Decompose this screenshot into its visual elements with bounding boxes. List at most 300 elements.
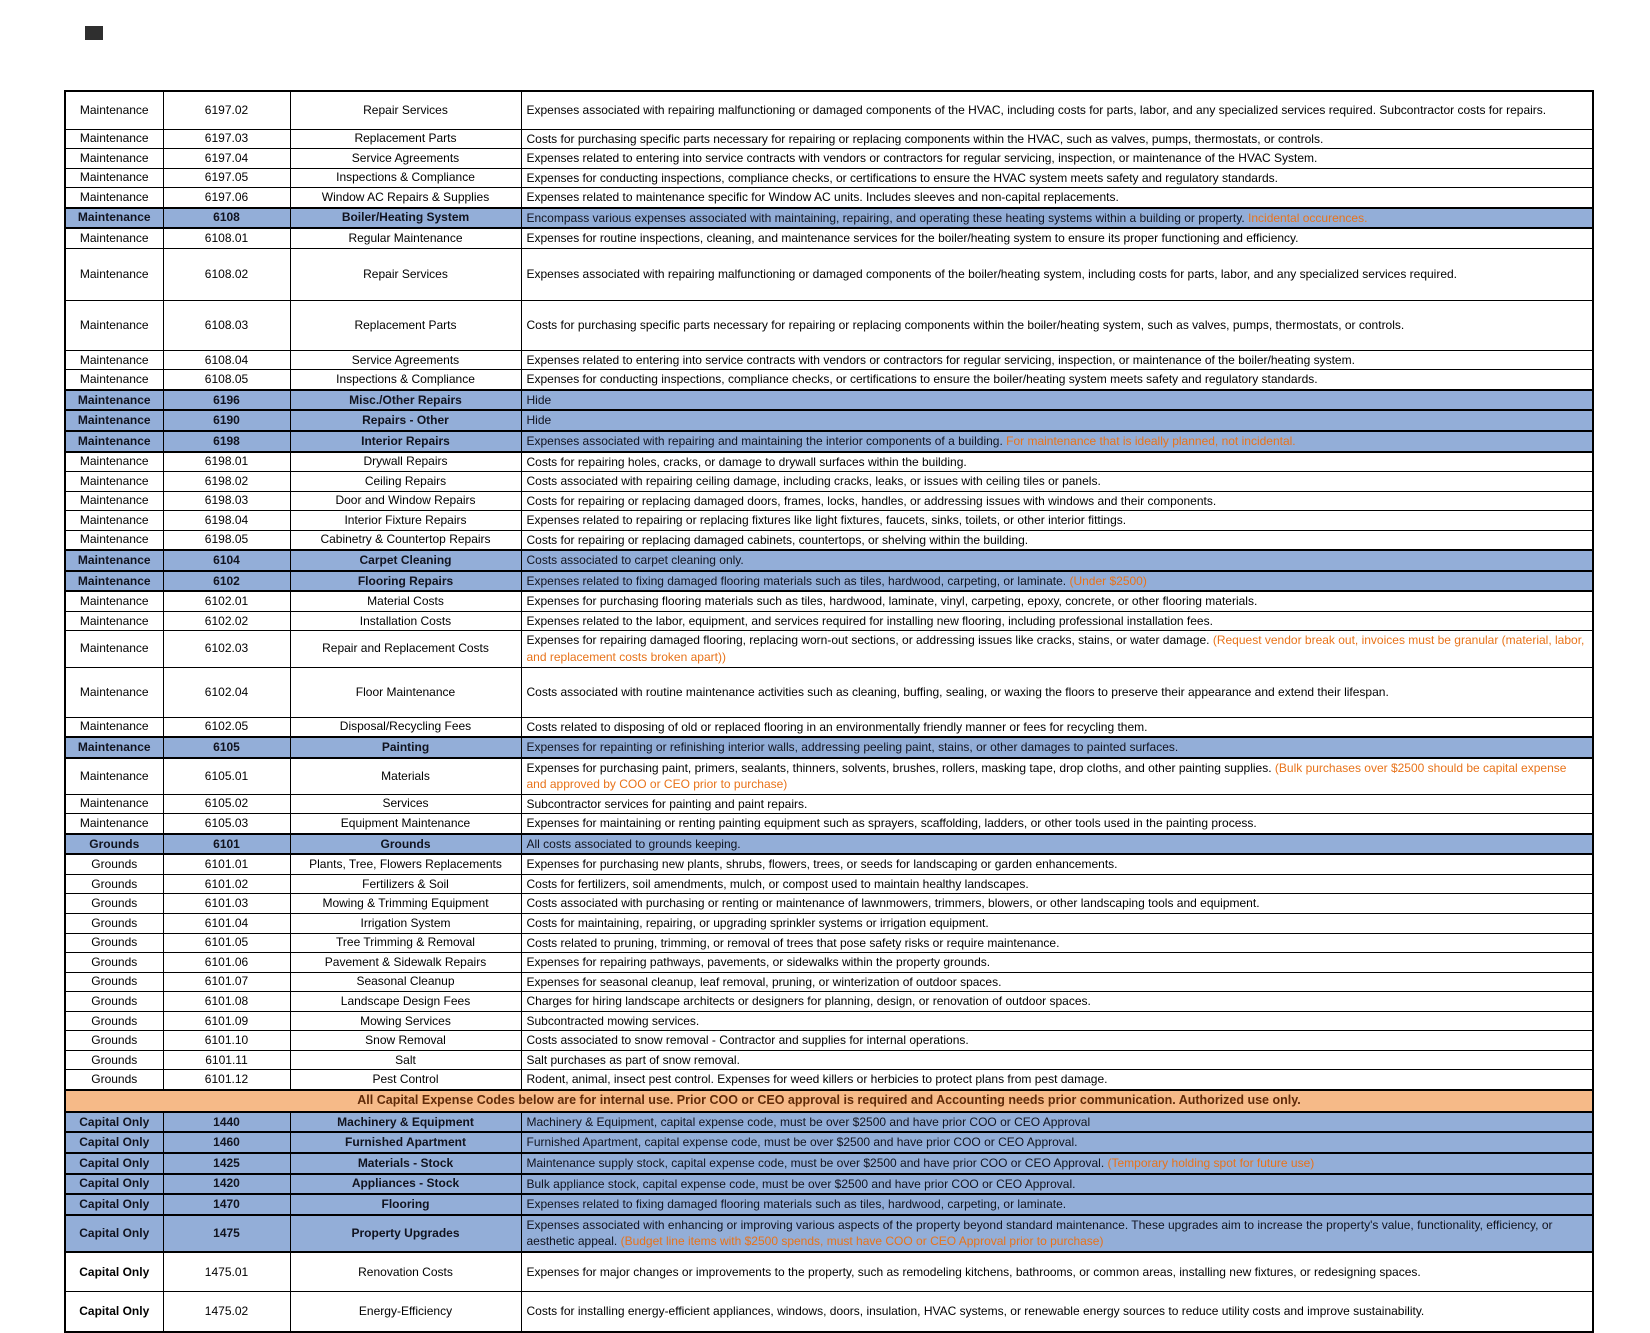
name-cell: Misc./Other Repairs <box>290 390 521 411</box>
section-row <box>65 1153 1593 1174</box>
description-text: Costs for maintaining, repairing, or upgrading sprinkler systems or irrigation equipment. <box>526 916 989 930</box>
code-cell: 6101.03 <box>163 894 290 914</box>
description-text: Hide <box>526 413 552 428</box>
section-row <box>65 550 1593 571</box>
code-cell: 6198.04 <box>163 511 290 531</box>
description-cell <box>521 1050 1593 1070</box>
description-cell <box>521 1132 1593 1153</box>
description-cell <box>521 894 1593 914</box>
table-row <box>65 992 1593 1012</box>
category-cell: Maintenance <box>65 431 163 452</box>
description-text: Costs for fertilizers, soil amendments, mulch, or compost used to maintain healthy landscapes. <box>526 876 1029 891</box>
description-cell <box>521 953 1593 973</box>
table-row <box>65 248 1593 300</box>
section-row <box>65 571 1593 592</box>
description-text: Costs for purchasing specific parts necessary for repairing or replacing components within the HVAC, such as valves, pumps, thermostats, or controls. <box>526 131 1324 146</box>
description-text: Costs associated with routine maintenance activities such as cleaning, buffing, sealing, or waxing the floors to preserve their appearance and extend their lifespan. <box>526 684 1389 699</box>
table-row <box>65 717 1593 737</box>
name-cell: Floor Maintenance <box>290 667 521 717</box>
category-cell: Grounds <box>65 953 163 973</box>
description-text: Costs for repairing holes, cracks, or damage to drywall surfaces within the building. <box>526 454 967 469</box>
table-row <box>65 91 1593 129</box>
category-cell: Capital Only <box>65 1215 163 1252</box>
category-cell: Capital Only <box>65 1252 163 1292</box>
description-text: Expenses for repairing pathways, pavements, or sidewalks within the property grounds. <box>526 955 991 970</box>
table-row <box>65 1050 1593 1070</box>
code-cell: 6102.04 <box>163 667 290 717</box>
name-cell: Irrigation System <box>290 914 521 934</box>
code-cell: 6101.06 <box>163 953 290 973</box>
code-cell: 6197.04 <box>163 149 290 169</box>
code-cell: 1470 <box>163 1194 290 1215</box>
category-cell: Maintenance <box>65 228 163 248</box>
description-cell <box>521 410 1593 431</box>
code-cell: 1475.02 <box>163 1292 290 1332</box>
description-cell <box>521 472 1593 492</box>
description-text: Expenses associated with enhancing or improving various aspects of the property beyond standard maintenance. These upgrades aim to increase the property's value, functionality, efficiency, or aesthetic appeal. <box>526 1217 1553 1249</box>
category-cell: Maintenance <box>65 491 163 511</box>
description-cell <box>521 228 1593 248</box>
code-cell: 6101.12 <box>163 1070 290 1090</box>
section-row <box>65 208 1593 229</box>
description-cell <box>521 149 1593 169</box>
table-row <box>65 1031 1593 1051</box>
table-row <box>65 894 1593 914</box>
code-cell: 6101.04 <box>163 914 290 934</box>
table-row <box>65 611 1593 631</box>
name-cell: Materials - Stock <box>290 1153 521 1174</box>
category-cell: Capital Only <box>65 1112 163 1133</box>
description-cell <box>521 992 1593 1012</box>
category-cell: Maintenance <box>65 717 163 737</box>
description-text: Expenses related to fixing damaged flooring materials such as tiles, hardwood, carpeting, or laminate. <box>526 1197 1067 1212</box>
name-cell: Energy-Efficiency <box>290 1292 521 1332</box>
name-cell: Service Agreements <box>290 149 521 169</box>
table-row <box>65 972 1593 992</box>
code-cell: 6101.02 <box>163 874 290 894</box>
code-cell: 6108.04 <box>163 350 290 370</box>
description-text: Costs related to pruning, trimming, or removal of trees that pose safety risks or require maintenance. <box>526 935 1060 950</box>
section-row <box>65 1174 1593 1195</box>
code-cell: 6101.10 <box>163 1031 290 1051</box>
description-text: Salt purchases as part of snow removal. <box>526 1052 740 1067</box>
description-text: Expenses associated with repairing and maintaining the interior components of a building. <box>526 433 1007 448</box>
name-cell: Grounds <box>290 834 521 855</box>
category-cell: Maintenance <box>65 550 163 571</box>
name-cell: Inspections & Compliance <box>290 168 521 188</box>
description-cell <box>521 129 1593 149</box>
name-cell: Interior Fixture Repairs <box>290 511 521 531</box>
corner-artifact <box>85 26 103 40</box>
code-cell: 6104 <box>163 550 290 571</box>
description-cell <box>521 1215 1593 1252</box>
table-row <box>65 149 1593 169</box>
code-cell: 6101.05 <box>163 933 290 953</box>
description-text: Expenses for maintaining or renting painting equipment such as sprayers, scaffolding, ladders, or other tools used in the painting process. <box>526 816 1257 831</box>
table-row <box>65 472 1593 492</box>
description-cell <box>521 591 1593 611</box>
category-cell: Grounds <box>65 1031 163 1051</box>
description-text: Rodent, animal, insect pest control. Expenses for weed killers or herbicies to protect plans from pest damage. <box>526 1072 1108 1087</box>
description-cell <box>521 1153 1593 1174</box>
name-cell: Interior Repairs <box>290 431 521 452</box>
code-cell: 6197.05 <box>163 168 290 188</box>
category-cell: Maintenance <box>65 300 163 350</box>
name-cell: Repair and Replacement Costs <box>290 631 521 667</box>
table-row <box>65 350 1593 370</box>
description-cell <box>521 188 1593 208</box>
table-row <box>65 591 1593 611</box>
category-cell: Maintenance <box>65 410 163 431</box>
description-text: Costs for repairing or replacing damaged doors, frames, locks, handles, or addressing issues with windows and their components. <box>526 493 1217 508</box>
name-cell: Landscape Design Fees <box>290 992 521 1012</box>
name-cell: Cabinetry & Countertop Repairs <box>290 530 521 550</box>
description-cell <box>521 491 1593 511</box>
category-cell: Capital Only <box>65 1132 163 1153</box>
category-cell: Maintenance <box>65 814 163 834</box>
description-cell <box>521 1194 1593 1215</box>
category-cell: Maintenance <box>65 350 163 370</box>
table-row <box>65 933 1593 953</box>
category-cell: Grounds <box>65 894 163 914</box>
table-row <box>65 511 1593 531</box>
description-note-text: (Temporary holding spot for future use) <box>1107 1156 1315 1171</box>
description-text: Expenses associated with repairing malfunctioning or damaged components of the boiler/heating system, including costs for parts, labor, and any specialized services required. <box>526 267 1458 281</box>
table-row <box>65 530 1593 550</box>
category-cell: Maintenance <box>65 188 163 208</box>
description-text: Costs for installing energy-efficient appliances, windows, doors, insulation, HVAC systems, or renewable energy sources to reduce utility costs and improve sustainability. <box>526 1304 1425 1319</box>
name-cell: Service Agreements <box>290 350 521 370</box>
name-cell: Renovation Costs <box>290 1252 521 1292</box>
code-cell: 6190 <box>163 410 290 431</box>
code-cell: 6108 <box>163 208 290 229</box>
category-cell: Maintenance <box>65 794 163 814</box>
description-cell <box>521 208 1593 229</box>
description-cell <box>521 1031 1593 1051</box>
code-cell: 6108.05 <box>163 370 290 390</box>
code-cell: 6102.03 <box>163 631 290 667</box>
description-cell <box>521 370 1593 390</box>
category-cell: Grounds <box>65 914 163 934</box>
description-text: Expenses for purchasing paint, primers, sealants, thinners, solvents, brushes, rollers, masking tape, drop cloths, and other painting supplies. <box>526 760 1275 775</box>
category-cell: Maintenance <box>65 571 163 592</box>
code-cell: 6102.02 <box>163 611 290 631</box>
description-cell <box>521 972 1593 992</box>
category-cell: Capital Only <box>65 1153 163 1174</box>
description-cell <box>521 452 1593 472</box>
name-cell: Inspections & Compliance <box>290 370 521 390</box>
section-row <box>65 1194 1593 1215</box>
description-cell <box>521 1011 1593 1031</box>
description-cell <box>521 350 1593 370</box>
description-cell <box>521 1174 1593 1195</box>
section-row <box>65 1112 1593 1133</box>
description-text: Expenses related to repairing or replacing fixtures like light fixtures, faucets, sinks, toilets, or other interior fittings. <box>526 513 1127 528</box>
category-cell: Maintenance <box>65 370 163 390</box>
name-cell: Salt <box>290 1050 521 1070</box>
description-cell <box>521 1252 1593 1292</box>
description-cell <box>521 631 1593 667</box>
description-text: Costs associated with repairing ceiling damage, including cracks, leaks, or issues with ceiling tiles or panels. <box>526 474 1101 489</box>
code-cell: 6102.05 <box>163 717 290 737</box>
category-cell: Capital Only <box>65 1194 163 1215</box>
category-cell: Maintenance <box>65 737 163 758</box>
name-cell: Replacement Parts <box>290 300 521 350</box>
description-text: Maintenance supply stock, capital expense code, must be over $2500 and have prior COO or CEO Approval. <box>526 1156 1108 1171</box>
section-row <box>65 1132 1593 1153</box>
category-cell: Grounds <box>65 992 163 1012</box>
category-cell: Maintenance <box>65 758 163 795</box>
name-cell: Furnished Apartment <box>290 1132 521 1153</box>
description-cell <box>521 530 1593 550</box>
description-cell <box>521 874 1593 894</box>
category-cell: Grounds <box>65 972 163 992</box>
expense-codes-table <box>64 90 1594 1333</box>
code-cell: 6101.08 <box>163 992 290 1012</box>
description-text: Subcontracted mowing services. <box>526 1013 700 1028</box>
category-cell: Grounds <box>65 933 163 953</box>
category-cell: Maintenance <box>65 591 163 611</box>
category-cell: Grounds <box>65 1050 163 1070</box>
description-cell <box>521 91 1593 129</box>
capital-banner-text: All Capital Expense Codes below are for internal use. Prior COO or CEO approval is required and Accounting needs prior communication. Authorized use only. <box>65 1090 1593 1112</box>
description-text: Expenses for purchasing new plants, shrubs, flowers, trees, or seeds for landscaping or garden enhancements. <box>526 857 1118 872</box>
category-cell: Grounds <box>65 854 163 874</box>
description-text: Expenses for seasonal cleanup, leaf removal, pruning, or winterization of outdoor spaces. <box>526 974 1002 989</box>
category-cell: Maintenance <box>65 511 163 531</box>
name-cell: Fertilizers & Soil <box>290 874 521 894</box>
section-row <box>65 1215 1593 1252</box>
name-cell: Painting <box>290 737 521 758</box>
table-row <box>65 228 1593 248</box>
table-row <box>65 129 1593 149</box>
description-text: Encompass various expenses associated with maintaining, repairing, and operating these heating systems within a building or property. <box>526 210 1249 225</box>
description-text: Expenses associated with repairing malfunctioning or damaged components of the HVAC, including costs for parts, labor, and any specialized services required. Subcontractor costs for repairs. <box>526 102 1547 117</box>
description-text: Costs associated to snow removal - Contractor and supplies for internal operations. <box>526 1033 969 1048</box>
description-note-text: For maintenance that is ideally planned, not incidental. <box>1006 433 1296 448</box>
code-cell: 1420 <box>163 1174 290 1195</box>
code-cell: 6102.01 <box>163 591 290 611</box>
name-cell: Tree Trimming & Removal <box>290 933 521 953</box>
code-cell: 6101.09 <box>163 1011 290 1031</box>
description-cell <box>521 737 1593 758</box>
description-text: All costs associated to grounds keeping. <box>526 836 741 851</box>
name-cell: Door and Window Repairs <box>290 491 521 511</box>
code-cell: 6105 <box>163 737 290 758</box>
description-cell <box>521 431 1593 452</box>
code-cell: 6108.02 <box>163 248 290 300</box>
code-cell: 1440 <box>163 1112 290 1133</box>
category-cell: Maintenance <box>65 208 163 229</box>
code-cell: 6198.05 <box>163 530 290 550</box>
table-row <box>65 758 1593 795</box>
category-cell: Maintenance <box>65 390 163 411</box>
code-cell: 6197.02 <box>163 91 290 129</box>
name-cell: Repair Services <box>290 91 521 129</box>
description-cell <box>521 168 1593 188</box>
description-cell <box>521 248 1593 300</box>
name-cell: Flooring Repairs <box>290 571 521 592</box>
name-cell: Mowing & Trimming Equipment <box>290 894 521 914</box>
category-cell: Capital Only <box>65 1174 163 1195</box>
code-cell: 6108.01 <box>163 228 290 248</box>
description-text: Expenses related to maintenance specific for Window AC units. Includes sleeves and non-capital replacements. <box>526 190 1119 205</box>
table-row <box>65 794 1593 814</box>
code-cell: 6197.06 <box>163 188 290 208</box>
name-cell: Drywall Repairs <box>290 452 521 472</box>
category-cell: Maintenance <box>65 149 163 169</box>
description-text: Expenses for conducting inspections, compliance checks, or certifications to ensure the HVAC system meets safety and regulatory standards. <box>526 170 1278 185</box>
table-row <box>65 491 1593 511</box>
description-cell <box>521 814 1593 834</box>
description-text: Expenses related to fixing damaged flooring materials such as tiles, hardwood, carpeting, or laminate. <box>526 573 1070 588</box>
name-cell: Boiler/Heating System <box>290 208 521 229</box>
capital-banner-row <box>65 1090 1593 1112</box>
name-cell: Plants, Tree, Flowers Replacements <box>290 854 521 874</box>
name-cell: Property Upgrades <box>290 1215 521 1252</box>
name-cell: Services <box>290 794 521 814</box>
description-text: Expenses for repairing damaged flooring, replacing worn-out sections, or addressing issues like cracks, stains, or water damage. <box>526 633 1213 648</box>
description-cell <box>521 511 1593 531</box>
category-cell: Grounds <box>65 834 163 855</box>
description-cell <box>521 390 1593 411</box>
description-text: Expenses related to the labor, equipment, and services required for installing new flooring, including professional installation fees. <box>526 613 1213 628</box>
category-cell: Capital Only <box>65 1292 163 1332</box>
description-cell <box>521 794 1593 814</box>
section-row <box>65 834 1593 855</box>
description-cell <box>521 667 1593 717</box>
name-cell: Carpet Cleaning <box>290 550 521 571</box>
category-cell: Grounds <box>65 1070 163 1090</box>
description-text: Charges for hiring landscape architects or designers for planning, design, or renovation of outdoor spaces. <box>526 994 1091 1009</box>
code-cell: 1460 <box>163 1132 290 1153</box>
code-cell: 6196 <box>163 390 290 411</box>
name-cell: Snow Removal <box>290 1031 521 1051</box>
description-note-text: (Bulk purchases over $2500 should be capital expense and approved by COO or CEO prior to purchase) <box>526 760 1567 792</box>
description-text: Expenses for routine inspections, cleaning, and maintenance services for the boiler/heating system to ensure its proper functioning and efficiency. <box>526 231 1299 246</box>
description-text: Expenses related to entering into service contracts with vendors or contractors for regular servicing, inspection, or maintenance of the boiler/heating system. <box>526 352 1355 367</box>
description-cell <box>521 571 1593 592</box>
description-note-text: (Budget line items with $2500 spends, must have COO or CEO Approval prior to purchase) <box>620 1234 1104 1249</box>
description-text: Costs associated to carpet cleaning only. <box>526 553 744 568</box>
table-row <box>65 1011 1593 1031</box>
table-row <box>65 914 1593 934</box>
description-text: Subcontractor services for painting and paint repairs. <box>526 796 808 811</box>
description-cell <box>521 1070 1593 1090</box>
name-cell: Installation Costs <box>290 611 521 631</box>
description-text: Bulk appliance stock, capital expense code, must be over $2500 and have prior COO or CEO Approval. <box>526 1176 1076 1191</box>
table-row <box>65 1070 1593 1090</box>
description-text: Furnished Apartment, capital expense code, must be over $2500 and have prior COO or CEO Approval. <box>526 1135 1078 1150</box>
category-cell: Maintenance <box>65 452 163 472</box>
table-row <box>65 854 1593 874</box>
description-note-text: (Request vendor break out, invoices must be granular (material, labor, and replacement costs broken apart)) <box>526 633 1585 664</box>
name-cell: Material Costs <box>290 591 521 611</box>
table-row <box>65 452 1593 472</box>
name-cell: Repair Services <box>290 248 521 300</box>
code-cell: 6105.02 <box>163 794 290 814</box>
description-cell <box>521 834 1593 855</box>
description-cell <box>521 933 1593 953</box>
name-cell: Materials <box>290 758 521 795</box>
description-text: Hide <box>526 392 552 407</box>
table-row <box>65 953 1593 973</box>
section-row <box>65 390 1593 411</box>
category-cell: Maintenance <box>65 91 163 129</box>
code-cell: 6197.03 <box>163 129 290 149</box>
description-cell <box>521 758 1593 795</box>
description-cell <box>521 611 1593 631</box>
description-cell <box>521 854 1593 874</box>
table-row <box>65 370 1593 390</box>
code-cell: 1475.01 <box>163 1252 290 1292</box>
description-cell <box>521 550 1593 571</box>
description-text: Costs associated with purchasing or renting or maintenance of lawnmowers, trimmers, blowers, or other landscaping tools and equipment. <box>526 896 1260 911</box>
table-row <box>65 874 1593 894</box>
table-row <box>65 168 1593 188</box>
description-text: Costs related to disposing of old or replaced flooring in an environmentally friendly manner or fees for recycling them. <box>526 719 1148 734</box>
category-cell: Maintenance <box>65 530 163 550</box>
description-text: Machinery & Equipment, capital expense code, must be over $2500 and have prior COO or CEO Approval <box>526 1114 1091 1129</box>
description-cell <box>521 914 1593 934</box>
code-cell: 6198.01 <box>163 452 290 472</box>
code-cell: 1425 <box>163 1153 290 1174</box>
name-cell: Flooring <box>290 1194 521 1215</box>
name-cell: Disposal/Recycling Fees <box>290 717 521 737</box>
name-cell: Ceiling Repairs <box>290 472 521 492</box>
table-row <box>65 1252 1593 1292</box>
name-cell: Appliances - Stock <box>290 1174 521 1195</box>
section-row <box>65 431 1593 452</box>
description-cell <box>521 1292 1593 1332</box>
code-cell: 6101.07 <box>163 972 290 992</box>
code-cell: 6198.02 <box>163 472 290 492</box>
description-cell <box>521 300 1593 350</box>
section-row <box>65 410 1593 431</box>
category-cell: Maintenance <box>65 472 163 492</box>
name-cell: Pest Control <box>290 1070 521 1090</box>
description-text: Costs for purchasing specific parts necessary for repairing or replacing components within the boiler/heating system, such as valves, pumps, thermostats, or controls. <box>526 318 1405 332</box>
table-row <box>65 667 1593 717</box>
name-cell: Regular Maintenance <box>290 228 521 248</box>
category-cell: Maintenance <box>65 129 163 149</box>
code-cell: 6105.03 <box>163 814 290 834</box>
table-body <box>65 91 1593 1332</box>
name-cell: Repairs - Other <box>290 410 521 431</box>
description-note-text: Incidental occurences. <box>1248 210 1368 225</box>
table-row <box>65 300 1593 350</box>
description-text: Expenses for purchasing flooring materials such as tiles, hardwood, laminate, vinyl, carpeting, epoxy, concrete, or other flooring materials. <box>526 594 1258 609</box>
description-text: Expenses related to entering into service contracts with vendors or contractors for regular servicing, inspection, or maintenance of the HVAC System. <box>526 151 1318 166</box>
category-cell: Grounds <box>65 874 163 894</box>
name-cell: Pavement & Sidewalk Repairs <box>290 953 521 973</box>
code-cell: 6198.03 <box>163 491 290 511</box>
section-row <box>65 737 1593 758</box>
description-text: Expenses for conducting inspections, compliance checks, or certifications to ensure the boiler/heating system meets safety and regulatory standards. <box>526 372 1318 387</box>
name-cell: Machinery & Equipment <box>290 1112 521 1133</box>
category-cell: Maintenance <box>65 611 163 631</box>
description-text: Expenses for major changes or improvements to the property, such as remodeling kitchens, bathrooms, or common areas, installing new fixtures, or redesigning spaces. <box>526 1264 1421 1279</box>
category-cell: Maintenance <box>65 248 163 300</box>
category-cell: Grounds <box>65 1011 163 1031</box>
table-row <box>65 1292 1593 1332</box>
code-cell: 6101.11 <box>163 1050 290 1070</box>
name-cell: Equipment Maintenance <box>290 814 521 834</box>
description-cell <box>521 1112 1593 1133</box>
category-cell: Maintenance <box>65 168 163 188</box>
name-cell: Window AC Repairs & Supplies <box>290 188 521 208</box>
category-cell: Maintenance <box>65 631 163 667</box>
